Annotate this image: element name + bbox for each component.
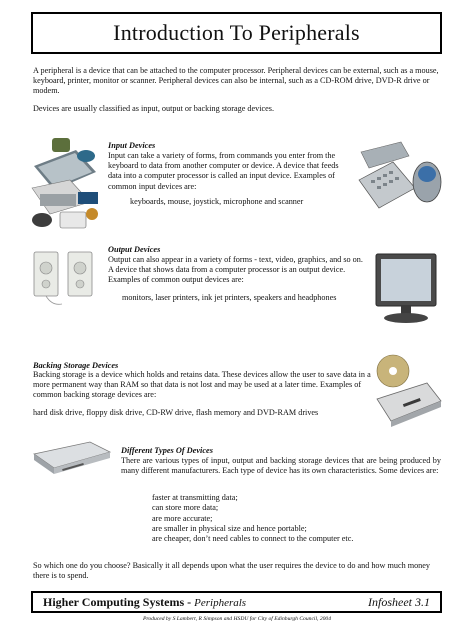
page-title: Introduction To Peripherals <box>113 20 360 45</box>
output-text: Output can also appear in a variety of forms - text, video, graphics, and so on. A device that shows data from a computer processor is an output device. Examples of common output devices are: <box>108 255 363 285</box>
closing-paragraph: So which one do you choose? Basically it all depends upon what the user requires the device to do and how much money there is to spend. <box>33 561 430 581</box>
device-characteristics-list <box>152 493 353 544</box>
footer-infosheet-number: Infosheet 3.1 <box>368 594 430 609</box>
intro-classification: Devices are usually classified as input, output or backing storage devices. <box>33 104 275 113</box>
footer-course-title <box>43 595 246 610</box>
list-item: are smaller in physical size and hence portable; <box>152 523 307 533</box>
monitor-image <box>373 252 443 326</box>
storage-text: Backing storage is a device which holds and retains data. These devices allow the user to save data in a more permanent way than RAM so that data is not lost and may be used at a later time. Examples of common backing storage devices are: <box>33 370 371 400</box>
external-drive-image <box>32 438 112 478</box>
list-item: are cheaper, don’t need cables to connect to the computer etc. <box>152 534 354 544</box>
storage-examples: hard disk drive, floppy disk drive, CD-RW drive, flash memory and DVD-RAM drives <box>33 408 319 417</box>
output-examples: monitors, laser printers, ink jet printers, speakers and headphones <box>122 293 337 302</box>
storage-heading: Backing Storage Devices <box>33 361 119 370</box>
speakers-image <box>32 248 98 310</box>
types-heading: Different Types Of Devices <box>121 446 213 455</box>
footer-course-label: Higher Computing Systems - <box>43 594 195 609</box>
output-heading: Output Devices <box>108 245 161 254</box>
footer-box <box>31 591 442 613</box>
disk-drive-image <box>373 353 443 427</box>
input-text: Input can take a variety of forms, from commands you enter from the keyboard to data from another computer or device. A device that feeds data into a computer processor is called an input device. Examples of common input devices are: <box>108 151 339 191</box>
title-box <box>31 12 442 54</box>
intro-paragraph: A peripheral is a device that can be attached to the computer processor. Peripheral devices can be external, such as a mouse, keyboard, printer, monitor or scanner. Peripheral devices can also be internal, such as a CD-ROM drive, DVD-R drive or modem. <box>33 66 439 96</box>
input-heading: Input Devices <box>108 141 156 150</box>
types-text: There are various types of input, output and backing storage devices that are being produced by many different manufacturers. Each type of device has its own characteristics. Some devices are: <box>121 456 441 476</box>
list-item: are more accurate; <box>152 513 213 523</box>
keyboard-mouse-image <box>357 140 443 210</box>
list-item: faster at transmitting data; <box>152 493 238 502</box>
list-item: can store more data; <box>152 503 219 513</box>
input-examples: keyboards, mouse, joystick, microphone and scanner <box>130 197 304 206</box>
footer-topic-label: Peripherals <box>194 596 247 609</box>
input-devices-collage-image <box>30 136 106 234</box>
credit-line: Produced by S Lambert, R Simpson and HSDU for City of Edinburgh Council, 2004 <box>142 616 332 622</box>
